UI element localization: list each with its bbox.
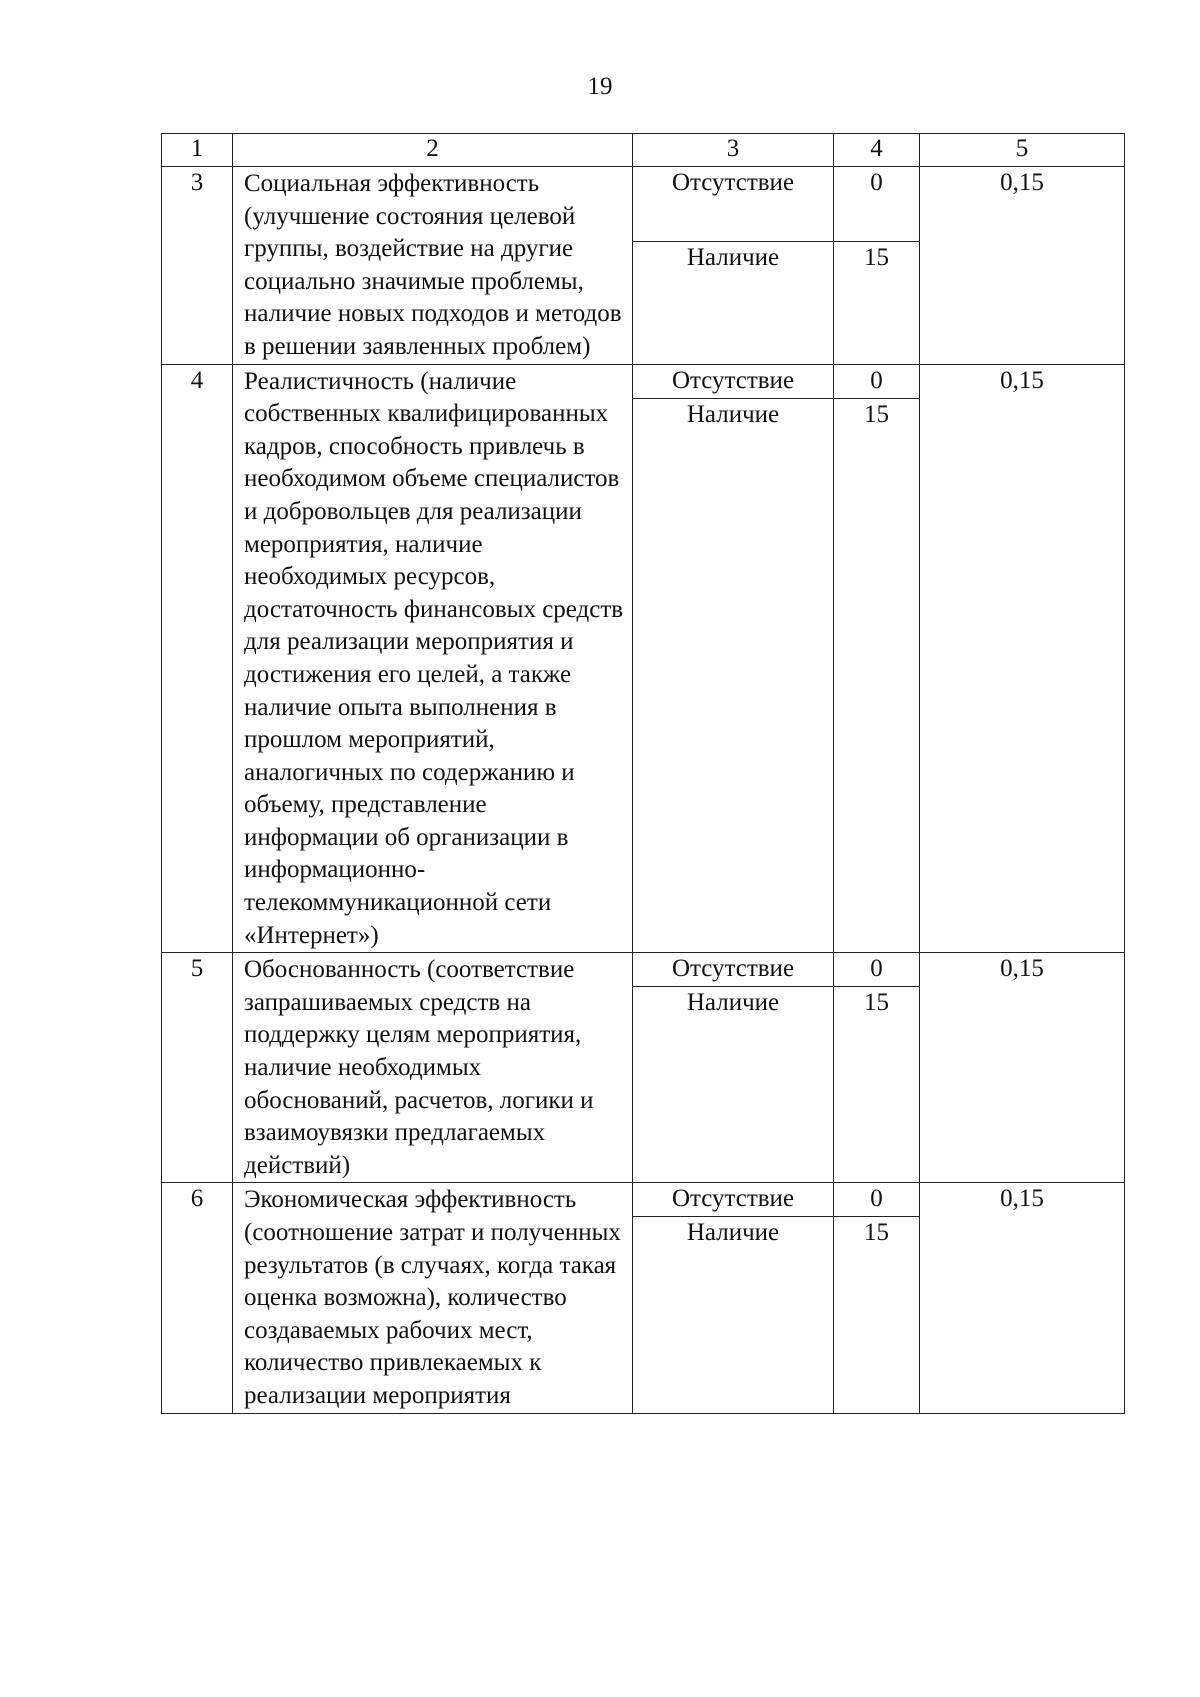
- table-row: [162, 364, 1125, 398]
- criteria-table: [161, 133, 1125, 1414]
- column-header: 3: [633, 134, 834, 167]
- option-label: Отсутствие: [633, 167, 834, 242]
- option-label: Наличие: [633, 398, 834, 953]
- option-points: 0: [834, 1183, 920, 1217]
- table-row: [162, 1183, 1125, 1217]
- page-number: 19: [587, 73, 613, 100]
- criterion-description: Реалистичность (наличие собственных квалифицированных кадров, способность привлечь в необходимом объеме специалистов и добровольцев для реализации мероприятия, наличие необходимых ресурсов, достаточность финансовых средств для реализации мероприятия и достижения его целей, а также наличие опыта выполнения в прошлом мероприятий, аналогичных по содержанию и объему, представление информации об организации в информационно-телекоммуникационной сети «Интернет»): [233, 364, 633, 953]
- criterion-number: 6: [162, 1183, 233, 1413]
- option-points: 0: [834, 364, 920, 398]
- table-row: [162, 167, 1125, 242]
- criterion-coefficient: 0,15: [920, 364, 1125, 953]
- option-label: Наличие: [633, 242, 834, 365]
- column-header: 4: [834, 134, 920, 167]
- criterion-coefficient: 0,15: [920, 167, 1125, 365]
- criterion-number: 5: [162, 953, 233, 1183]
- option-points: 15: [834, 987, 920, 1183]
- option-points: 0: [834, 953, 920, 987]
- option-label: Отсутствие: [633, 1183, 834, 1217]
- option-label: Отсутствие: [633, 364, 834, 398]
- criterion-coefficient: 0,15: [920, 1183, 1125, 1413]
- table-row: [162, 953, 1125, 987]
- column-header: 2: [233, 134, 633, 167]
- option-label: Наличие: [633, 987, 834, 1183]
- criterion-description: Экономическая эффективность (соотношение затрат и полученных результатов (в случаях, когда такая оценка возможна), количество создаваемых рабочих мест, количество привлекаемых к реализации мероприятия: [233, 1183, 633, 1413]
- criterion-number: 3: [162, 167, 233, 365]
- option-label: Отсутствие: [633, 953, 834, 987]
- criterion-description: Обоснованность (соответствие запрашиваемых средств на поддержку целям мероприятия, наличие необходимых обоснований, расчетов, логики и взаимоувязки предлагаемых действий): [233, 953, 633, 1183]
- column-header: 1: [162, 134, 233, 167]
- option-points: 15: [834, 398, 920, 953]
- criterion-coefficient: 0,15: [920, 953, 1125, 1183]
- option-points: 15: [834, 242, 920, 365]
- option-points: 15: [834, 1217, 920, 1413]
- criterion-description: Социальная эффективность (улучшение состояния целевой группы, воздействие на другие социально значимые проблемы, наличие новых подходов и методов в решении заявленных проблем): [233, 167, 633, 365]
- option-points: 0: [834, 167, 920, 242]
- option-label: Наличие: [633, 1217, 834, 1413]
- column-header: 5: [920, 134, 1125, 167]
- table-header-row: [162, 134, 1125, 167]
- criterion-number: 4: [162, 364, 233, 953]
